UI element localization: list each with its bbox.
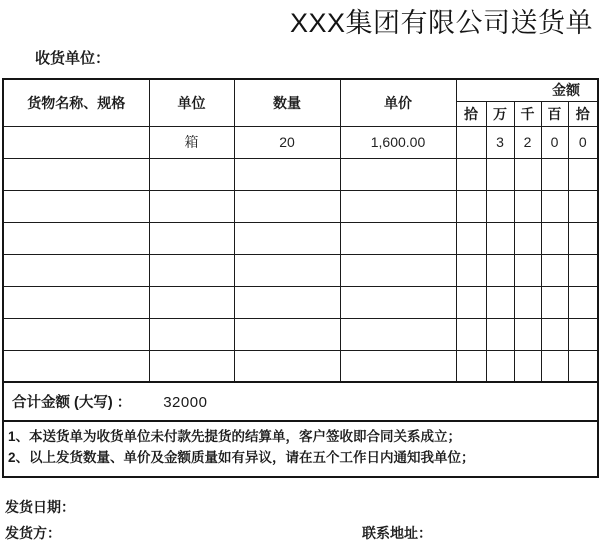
cell-quantity	[234, 318, 340, 350]
cell-digit: 2	[514, 126, 541, 158]
cell-unit-price	[340, 318, 456, 350]
cell-unit-price	[340, 190, 456, 222]
cell-digit	[514, 286, 541, 318]
ship-date-label: 发货日期：	[5, 499, 75, 515]
header-digit-bai: 百	[541, 101, 568, 126]
cell-digit	[456, 318, 486, 350]
cell-digit: 0	[541, 126, 568, 158]
cell-quantity	[234, 286, 340, 318]
cell-unit-price	[340, 286, 456, 318]
cell-digit	[568, 286, 598, 318]
cell-digit	[514, 158, 541, 190]
header-digit-qian: 千	[514, 101, 541, 126]
cell-goods-name	[3, 254, 149, 286]
header-digit-wan: 万	[486, 101, 514, 126]
cell-digit	[541, 318, 568, 350]
cell-digit	[541, 222, 568, 254]
cell-digit	[456, 222, 486, 254]
cell-digit	[456, 126, 486, 158]
cell-quantity	[234, 222, 340, 254]
cell-goods-name	[3, 222, 149, 254]
cell-digit	[568, 222, 598, 254]
table-row	[3, 126, 598, 158]
total-amount-label: 合计金额 (大写) ：	[12, 395, 132, 411]
cell-digit	[541, 190, 568, 222]
receiver-unit-label: 收货单位：	[35, 50, 111, 67]
cell-digit	[541, 158, 568, 190]
cell-digit	[456, 158, 486, 190]
total-amount-value: 32000	[163, 394, 208, 411]
note-line-2: 2、以上发货数量、单价及金额质量如有异议，请在五个工作日内通知我单位；	[8, 450, 475, 465]
cell-goods-name	[3, 126, 149, 158]
cell-digit	[568, 158, 598, 190]
notes-cell	[3, 421, 598, 477]
cell-unit	[149, 350, 234, 382]
cell-unit	[149, 318, 234, 350]
total-cell	[3, 382, 598, 421]
note-line-1: 1、本送货单为收货单位未付款先提货的结算单，客户签收即合同关系成立；	[8, 429, 462, 445]
cell-quantity	[234, 254, 340, 286]
cell-quantity: 20	[234, 126, 340, 158]
contact-address-label: 联系地址：	[362, 525, 432, 541]
page-title: XXX集团有限公司送货单	[289, 8, 593, 38]
cell-digit	[568, 318, 598, 350]
cell-digit	[568, 350, 598, 382]
cell-digit	[456, 254, 486, 286]
cell-quantity	[234, 190, 340, 222]
cell-unit	[149, 190, 234, 222]
header-digit-shi: 拾	[568, 101, 598, 126]
cell-quantity	[234, 158, 340, 190]
cell-goods-name	[3, 350, 149, 382]
cell-unit-price	[340, 158, 456, 190]
table-row	[3, 254, 598, 286]
table-row	[3, 158, 598, 190]
cell-goods-name	[3, 190, 149, 222]
cell-digit	[486, 254, 514, 286]
cell-unit-price	[340, 222, 456, 254]
table-row	[3, 318, 598, 350]
cell-digit	[541, 286, 568, 318]
header-amount: 金额	[456, 79, 598, 101]
table-row	[3, 222, 598, 254]
cell-unit	[149, 222, 234, 254]
cell-goods-name	[3, 318, 149, 350]
cell-digit	[541, 254, 568, 286]
cell-unit	[149, 158, 234, 190]
cell-unit-price	[340, 350, 456, 382]
header-unit-price: 单价	[340, 79, 456, 126]
total-row	[3, 382, 598, 421]
cell-digit	[514, 222, 541, 254]
header-goods-name: 货物名称、规格	[3, 79, 149, 126]
cell-digit	[456, 190, 486, 222]
header-quantity: 数量	[234, 79, 340, 126]
table-row	[3, 190, 598, 222]
shipper-label: 发货方：	[5, 525, 61, 541]
cell-digit	[568, 190, 598, 222]
cell-digit	[486, 286, 514, 318]
cell-digit	[514, 350, 541, 382]
header-unit: 单位	[149, 79, 234, 126]
cell-unit: 箱	[149, 126, 234, 158]
cell-goods-name	[3, 158, 149, 190]
cell-digit: 0	[568, 126, 598, 158]
table-row	[3, 350, 598, 382]
table-row	[3, 286, 598, 318]
cell-digit	[514, 318, 541, 350]
cell-unit-price: 1,600.00	[340, 126, 456, 158]
cell-unit	[149, 286, 234, 318]
cell-digit	[486, 158, 514, 190]
cell-digit	[514, 190, 541, 222]
cell-digit	[486, 350, 514, 382]
delivery-table	[2, 78, 599, 478]
cell-digit	[456, 286, 486, 318]
cell-unit	[149, 254, 234, 286]
header-digit-shiwan: 拾	[456, 101, 486, 126]
cell-digit	[486, 318, 514, 350]
cell-unit-price	[340, 254, 456, 286]
cell-digit	[456, 350, 486, 382]
cell-quantity	[234, 350, 340, 382]
cell-digit	[541, 350, 568, 382]
cell-digit	[568, 254, 598, 286]
cell-digit	[486, 222, 514, 254]
notes-row	[3, 421, 598, 477]
cell-digit	[486, 190, 514, 222]
cell-digit	[514, 254, 541, 286]
cell-digit: 3	[486, 126, 514, 158]
cell-goods-name	[3, 286, 149, 318]
